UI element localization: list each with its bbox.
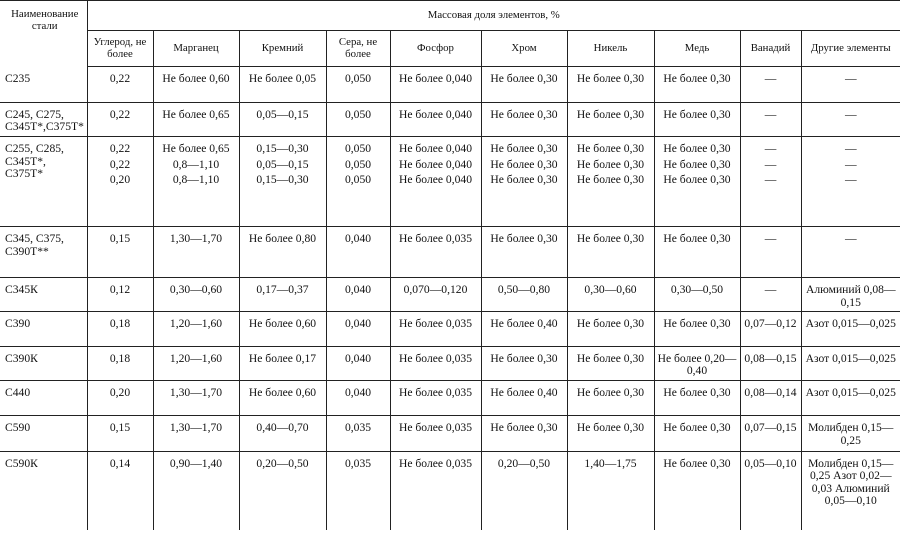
header-carbon: Углерод, не более (87, 31, 153, 67)
nickel-cell (567, 278, 654, 312)
carbon-cell (87, 227, 153, 278)
table-row (0, 451, 900, 530)
manganese-cell (153, 451, 239, 530)
copper-value: Не более 0,30 (663, 232, 731, 246)
sulfur-cell (326, 137, 390, 227)
manganese-cell (153, 278, 239, 312)
chromium-cell (481, 102, 567, 137)
sulfur-value: 0,050 (344, 173, 372, 187)
phosphorus-cell (390, 102, 481, 137)
chromium-cell (481, 278, 567, 312)
silicon-value: Не более 0,60 (248, 386, 317, 400)
other-elements-value: — (844, 72, 857, 85)
manganese-value: 0,90—1,40 (169, 456, 223, 470)
silicon-value: Не более 0,17 (248, 351, 317, 365)
sulfur-cell (326, 381, 390, 416)
chromium-value: Не более 0,30 (490, 157, 558, 171)
silicon-value: 0,15—0,30 (256, 173, 309, 187)
other-elements-value: — (844, 173, 857, 187)
carbon-cell (87, 67, 153, 103)
carbon-cell (87, 278, 153, 312)
silicon-cell (239, 416, 326, 452)
silicon-value: 0,17—0,37 (256, 283, 309, 297)
other-elements-value: — (844, 142, 857, 156)
chromium-value: Не более 0,30 (490, 142, 558, 156)
copper-cell (654, 381, 740, 416)
nickel-cell (567, 416, 654, 452)
table-row (0, 102, 900, 137)
manganese-cell (153, 137, 239, 227)
carbon-cell (87, 137, 153, 227)
nickel-value: Не более 0,30 (576, 351, 645, 365)
silicon-value: Не более 0,60 (248, 316, 317, 330)
nickel-value: Не более 0,30 (576, 107, 645, 121)
table-row (0, 346, 900, 381)
chromium-value: Не более 0,30 (490, 107, 558, 121)
manganese-cell (153, 346, 239, 381)
silicon-value: 0,05—0,15 (256, 157, 309, 171)
steel-grade: С255, С285, С345Т*, С375Т* (0, 137, 87, 227)
carbon-value: 0,18 (109, 316, 131, 330)
steel-grade: С390К (0, 346, 87, 381)
phosphorus-cell (390, 137, 481, 227)
copper-value: Не более 0,30 (663, 72, 731, 85)
sulfur-cell (326, 346, 390, 381)
manganese-value: 1,30—1,70 (169, 232, 223, 246)
nickel-cell (567, 227, 654, 278)
copper-cell (654, 67, 740, 103)
silicon-cell (239, 137, 326, 227)
vanadium-cell (740, 278, 801, 312)
chromium-value: Не более 0,30 (490, 72, 558, 85)
steel-grade: С440 (0, 381, 87, 416)
vanadium-value: — (764, 107, 777, 121)
manganese-cell (153, 381, 239, 416)
sulfur-cell (326, 311, 390, 346)
phosphorus-cell (390, 278, 481, 312)
nickel-cell (567, 311, 654, 346)
phosphorus-value: Не более 0,040 (398, 157, 473, 171)
other-elements-cell (801, 451, 900, 530)
vanadium-value: — (764, 232, 777, 246)
sulfur-cell (326, 67, 390, 103)
vanadium-cell (740, 311, 801, 346)
manganese-value: 1,20—1,60 (169, 351, 223, 365)
copper-value: Не более 0,30 (663, 142, 731, 156)
sulfur-cell (326, 278, 390, 312)
vanadium-value: 0,05—0,10 (744, 456, 797, 470)
steel-grade: С590К (0, 451, 87, 530)
nickel-value: 1,40—1,75 (584, 456, 637, 470)
manganese-cell (153, 416, 239, 452)
silicon-value: Не более 0,05 (248, 72, 317, 85)
other-elements-cell (801, 102, 900, 137)
copper-cell (654, 416, 740, 452)
other-elements-cell (801, 311, 900, 346)
phosphorus-cell (390, 67, 481, 103)
other-elements-value: — (844, 157, 857, 171)
manganese-cell (153, 67, 239, 103)
vanadium-value: — (764, 173, 777, 187)
sulfur-value: 0,040 (344, 316, 372, 330)
chromium-cell (481, 451, 567, 530)
phosphorus-cell (390, 416, 481, 452)
vanadium-value: — (764, 72, 777, 85)
carbon-cell (87, 451, 153, 530)
phosphorus-value: Не более 0,040 (398, 142, 473, 156)
carbon-cell (87, 311, 153, 346)
chromium-cell (481, 311, 567, 346)
other-elements-value: — (844, 232, 857, 246)
manganese-value: 0,8—1,10 (172, 157, 220, 171)
header-silicon: Кремний (239, 31, 326, 67)
silicon-cell (239, 346, 326, 381)
carbon-value: 0,22 (109, 157, 131, 171)
phosphorus-cell (390, 346, 481, 381)
chromium-value: Не более 0,40 (490, 386, 558, 400)
manganese-value: 1,30—1,70 (169, 386, 223, 400)
table-body (0, 67, 900, 531)
vanadium-cell (740, 451, 801, 530)
carbon-cell (87, 346, 153, 381)
other-elements-value: Азот 0,015—0,025 (805, 386, 896, 400)
vanadium-cell (740, 346, 801, 381)
table-row (0, 416, 900, 452)
carbon-value: 0,22 (109, 72, 131, 85)
sulfur-value: 0,040 (344, 232, 372, 246)
chromium-value: Не более 0,30 (490, 351, 558, 365)
other-elements-value: Азот 0,015—0,025 (805, 351, 896, 365)
manganese-value: Не более 0,65 (162, 142, 230, 156)
vanadium-value: 0,08—0,14 (744, 386, 797, 400)
copper-value: Не более 0,30 (663, 316, 731, 330)
chromium-value: 0,50—0,80 (497, 283, 551, 297)
phosphorus-value: Не более 0,035 (398, 421, 473, 435)
chromium-value: Не более 0,30 (490, 173, 558, 187)
sulfur-value: 0,035 (344, 456, 372, 470)
header-manganese: Марганец (153, 31, 239, 67)
nickel-value: Не более 0,30 (576, 173, 645, 187)
vanadium-value: 0,07—0,12 (744, 316, 797, 330)
phosphorus-value: Не более 0,035 (398, 232, 473, 246)
chromium-value: Не более 0,40 (490, 316, 558, 330)
copper-cell (654, 451, 740, 530)
nickel-cell (567, 102, 654, 137)
nickel-value: Не более 0,30 (576, 157, 645, 171)
other-elements-cell (801, 67, 900, 103)
manganese-value: 0,8—1,10 (172, 173, 220, 187)
header-mass-fraction: Массовая доля элементов, % (87, 1, 900, 31)
carbon-cell (87, 102, 153, 137)
copper-cell (654, 137, 740, 227)
steel-grade: С245, С275, С345Т*,С375Т* (0, 102, 87, 137)
header-sulfur: Сера, не более (326, 31, 390, 67)
sulfur-cell (326, 416, 390, 452)
carbon-value: 0,22 (109, 142, 131, 156)
steel-grade: С390 (0, 311, 87, 346)
sulfur-value: 0,050 (344, 142, 372, 156)
copper-value: Не более 0,30 (663, 173, 731, 187)
silicon-value: 0,40—0,70 (256, 421, 309, 435)
phosphorus-value: Не более 0,035 (398, 316, 473, 330)
table-row (0, 311, 900, 346)
copper-value: Не более 0,30 (663, 456, 731, 470)
copper-value: Не более 0,20—0,40 (657, 351, 737, 378)
phosphorus-cell (390, 311, 481, 346)
manganese-value: 0,30—0,60 (169, 283, 223, 297)
nickel-value: 0,30—0,60 (584, 283, 637, 297)
silicon-value: Не более 0,80 (248, 232, 317, 246)
other-elements-value: Молибден 0,15—0,25 Азот 0,02—0,03 Алюминий 0,05—0,10 (808, 456, 894, 508)
phosphorus-cell (390, 381, 481, 416)
silicon-value: 0,05—0,15 (256, 107, 309, 121)
silicon-cell (239, 227, 326, 278)
header-copper: Медь (654, 31, 740, 67)
manganese-value: 1,30—1,70 (169, 421, 223, 435)
other-elements-cell (801, 416, 900, 452)
phosphorus-cell (390, 451, 481, 530)
phosphorus-value: Не более 0,035 (398, 351, 473, 365)
nickel-value: Не более 0,30 (576, 232, 645, 246)
copper-value: Не более 0,30 (663, 386, 731, 400)
copper-cell (654, 102, 740, 137)
silicon-cell (239, 67, 326, 103)
nickel-cell (567, 346, 654, 381)
header-chromium: Хром (481, 31, 567, 67)
silicon-value: 0,15—0,30 (256, 142, 309, 156)
chromium-cell (481, 346, 567, 381)
sulfur-value: 0,050 (344, 107, 372, 121)
other-elements-value: Алюминий 0,08—0,15 (805, 283, 896, 309)
phosphorus-value: Не более 0,035 (398, 386, 473, 400)
manganese-cell (153, 311, 239, 346)
carbon-value: 0,15 (109, 232, 131, 246)
manganese-cell (153, 102, 239, 137)
chromium-cell (481, 137, 567, 227)
header-vanadium: Ванадий (740, 31, 801, 67)
sulfur-cell (326, 227, 390, 278)
sulfur-value: 0,050 (344, 72, 372, 85)
steel-grade: С345, С375, С390Т** (0, 227, 87, 278)
table-row (0, 227, 900, 278)
phosphorus-value: Не более 0,040 (398, 107, 473, 121)
chromium-cell (481, 227, 567, 278)
header-other-elements: Другие элементы (801, 31, 900, 67)
manganese-value: Не более 0,65 (162, 107, 230, 121)
carbon-cell (87, 381, 153, 416)
vanadium-cell (740, 416, 801, 452)
chromium-value: Не более 0,30 (490, 421, 558, 435)
sulfur-cell (326, 102, 390, 137)
vanadium-value: — (764, 283, 777, 297)
table-row (0, 381, 900, 416)
other-elements-cell (801, 381, 900, 416)
silicon-cell (239, 102, 326, 137)
phosphorus-cell (390, 227, 481, 278)
copper-value: Не более 0,30 (663, 107, 731, 121)
copper-cell (654, 278, 740, 312)
header-grade: Наименование стали (0, 1, 87, 67)
silicon-cell (239, 311, 326, 346)
other-elements-cell (801, 278, 900, 312)
vanadium-cell (740, 102, 801, 137)
nickel-value: Не более 0,30 (576, 386, 645, 400)
copper-value: Не более 0,30 (663, 157, 731, 171)
nickel-cell (567, 381, 654, 416)
phosphorus-value: 0,070—0,120 (403, 283, 468, 297)
carbon-value: 0,22 (109, 107, 131, 121)
chromium-value: 0,20—0,50 (497, 456, 551, 470)
header-nickel: Никель (567, 31, 654, 67)
manganese-value: 1,20—1,60 (169, 316, 223, 330)
sulfur-value: 0,035 (344, 421, 372, 435)
steel-grade: С590 (0, 416, 87, 452)
silicon-cell (239, 278, 326, 312)
vanadium-value: — (764, 142, 777, 156)
vanadium-cell (740, 67, 801, 103)
sulfur-value: 0,040 (344, 351, 372, 365)
sulfur-value: 0,050 (344, 157, 372, 171)
carbon-value: 0,20 (109, 173, 131, 187)
silicon-value: 0,20—0,50 (256, 456, 309, 470)
carbon-cell (87, 416, 153, 452)
other-elements-cell (801, 137, 900, 227)
header-phosphorus: Фосфор (390, 31, 481, 67)
vanadium-cell (740, 381, 801, 416)
vanadium-value: 0,08—0,15 (744, 351, 797, 365)
silicon-cell (239, 451, 326, 530)
copper-cell (654, 311, 740, 346)
copper-cell (654, 346, 740, 381)
carbon-value: 0,20 (109, 386, 131, 400)
nickel-value: Не более 0,30 (576, 421, 645, 435)
vanadium-cell (740, 137, 801, 227)
nickel-cell (567, 137, 654, 227)
sulfur-value: 0,040 (344, 386, 372, 400)
copper-value: 0,30—0,50 (670, 283, 724, 297)
table-row (0, 278, 900, 312)
copper-value: Не более 0,30 (663, 421, 731, 435)
other-elements-cell (801, 227, 900, 278)
table-row (0, 67, 900, 103)
chromium-cell (481, 67, 567, 103)
table-row (0, 137, 900, 227)
copper-cell (654, 227, 740, 278)
silicon-cell (239, 381, 326, 416)
nickel-cell (567, 67, 654, 103)
carbon-value: 0,14 (109, 456, 131, 470)
phosphorus-value: Не более 0,035 (398, 456, 473, 470)
vanadium-cell (740, 227, 801, 278)
other-elements-cell (801, 346, 900, 381)
manganese-cell (153, 227, 239, 278)
phosphorus-value: Не более 0,040 (398, 173, 473, 187)
other-elements-value: Молибден 0,15—0,25 (808, 421, 894, 447)
carbon-value: 0,18 (109, 351, 131, 365)
carbon-value: 0,15 (109, 421, 131, 435)
sulfur-value: 0,040 (344, 283, 372, 297)
phosphorus-value: Не более 0,040 (398, 72, 473, 85)
chromium-value: Не более 0,30 (490, 232, 558, 246)
manganese-value: Не более 0,60 (162, 72, 230, 85)
nickel-value: Не более 0,30 (576, 142, 645, 156)
nickel-cell (567, 451, 654, 530)
chromium-cell (481, 416, 567, 452)
vanadium-value: — (764, 157, 777, 171)
other-elements-value: — (844, 107, 857, 121)
carbon-value: 0,12 (109, 283, 131, 297)
nickel-value: Не более 0,30 (576, 316, 645, 330)
other-elements-value: Азот 0,015—0,025 (805, 316, 896, 330)
chromium-cell (481, 381, 567, 416)
vanadium-value: 0,07—0,15 (744, 421, 797, 435)
steel-grade: С235 (0, 67, 87, 103)
steel-grade: С345К (0, 278, 87, 312)
sulfur-cell (326, 451, 390, 530)
nickel-value: Не более 0,30 (576, 72, 645, 85)
